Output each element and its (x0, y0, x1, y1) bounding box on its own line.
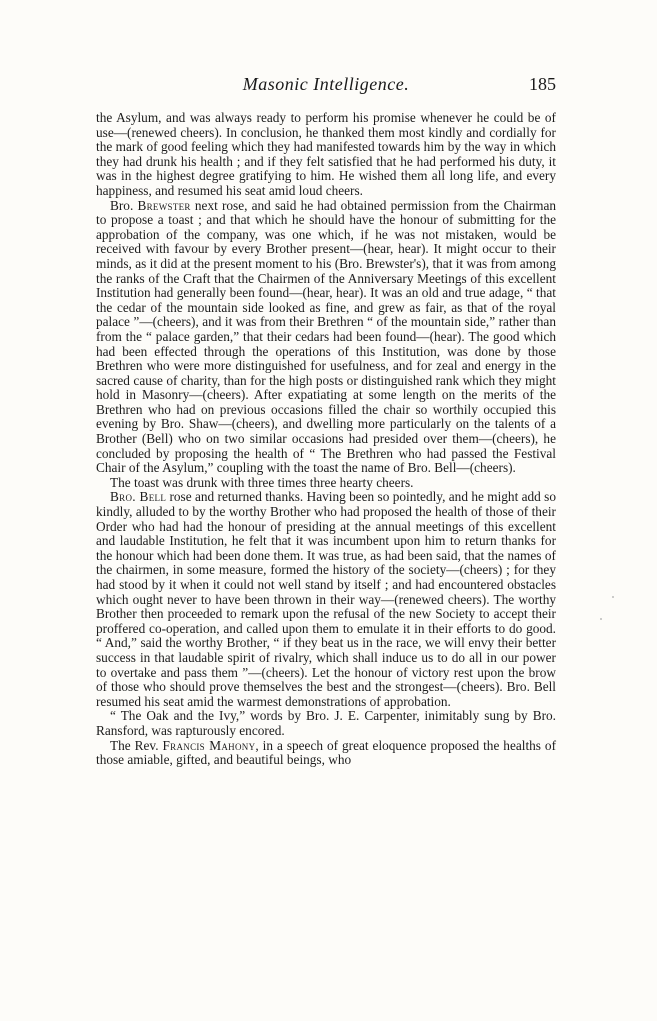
paragraph (96, 490, 556, 709)
paragraph-text: Bro. (110, 197, 138, 213)
running-title: Masonic Intelligence. (242, 74, 410, 94)
paragraph-text: , in a speech of great eloquence proposed the healths of those amiable, gifted, and beautiful beings, who (96, 737, 557, 768)
speaker-name: Francis Mahony (162, 737, 256, 753)
paper-speck (600, 618, 602, 620)
page-number: 185 (529, 74, 556, 94)
paragraph (96, 739, 556, 768)
running-head (96, 74, 556, 100)
paragraph-text: next rose, and said he had obtained permission from the Chairman to propose a toast ; and that which he should have the honour of submitting for the approbation of the company, was one which, if he was not mistaken, would be received with favour by every Brother present—(hear, hear). It might occur to their minds, as it did at the present moment to his (Bro. Brewster's), that it was from among the ranks of the Craft that the Chairmen of the Anniversary Meetings of this excellent Institution had generally been found—(hear, hear). It was an old and true adage, “ that the cedar of the mountain side looked as fine, and grew as fair, as that of the royal palace ”—(cheers), and it was from their Brethren “ of the mountain side,” rather than from the “ palace garden,” that their cedars had been found—(hear). The good which had been effected through the operations of this Institution, was done by those Brethren who were more distinguished for usefulness, and for zeal and energy in the sacred cause of charity, than for the high posts or distinguished rank which they might hold in Masonry—(cheers). After expatiating at some length on the merits of the Brethren who had on previous occasions filled the chair so worthily occupied this evening by Bro. Shaw—(cheers), and dwelling more particularly on the talents of a Brother (Bell) who on two similar occasions had presided over them—(cheers), he concluded by proposing the health of “ The Brethren who had passed the Festival Chair of the Asylum,” coupling with the toast the name of Bro. Bell—(cheers). (96, 197, 557, 476)
paragraph (96, 476, 556, 491)
paragraph (96, 709, 556, 738)
paragraph-text: rose and returned thanks. Having been so pointedly, and he might add so kindly, alluded to by the worthy Brother who had proposed the health of those of their Order who had had the honour of presiding at the annual meetings of this excellent and laudable Institution, he felt that it was incumbent upon him to return thanks for the honour which had been done them. It was true, as had been said, that the names of the chairmen, in some measure, formed the history of the society—(cheers) ; for they had stood by it when it could not well stand by itself ; and had encountered obstacles which ought never to have been thrown in their way—(renewed cheers). The worthy Brother then proceeded to remark upon the refusal of the new Society to accept their proffered co-operation, and called upon them to emulate it in their efforts to do good. “ And,” said the worthy Brother, “ if they beat us in the race, we will envy their better success in that laudable spirit of rivalry, which shall induce us to do all in our power to overtake and pass them ”—(cheers). Let the honour of victory rest upon the brow of those who should prove themselves the best and the strongest—(cheers). Bro. Bell resumed his seat amid the warmest demonstrations of approbation. (96, 489, 556, 709)
paragraph-text: “ The Oak and the Ivy,” words by Bro. J. E. Carpenter, inimitably sung by Bro. Ransford, was rapturously encored. (96, 708, 556, 738)
paragraph-text: The toast was drunk with three times three hearty cheers. (110, 474, 414, 490)
body-text (96, 111, 556, 768)
paragraph (96, 199, 556, 476)
speaker-name: Brewster (137, 197, 191, 213)
paragraph-text: the Asylum, and was always ready to perform his promise whenever he could be of use—(renewed cheers). In conclusion, he thanked them most kindly and cordially for the mark of good feeling which they had manifested towards him by the way in which they had drunk his health ; and if they felt satisfied that he had performed his duty, it was in the highest degree gratifying to him. He wished them all long life, and every happiness, and resumed his seat amid loud cheers. (96, 110, 556, 198)
paper-speck (612, 596, 614, 598)
paragraph (96, 111, 556, 199)
paragraph-text: The Rev. (110, 737, 163, 753)
speaker-name: Bro. Bell (110, 489, 167, 505)
